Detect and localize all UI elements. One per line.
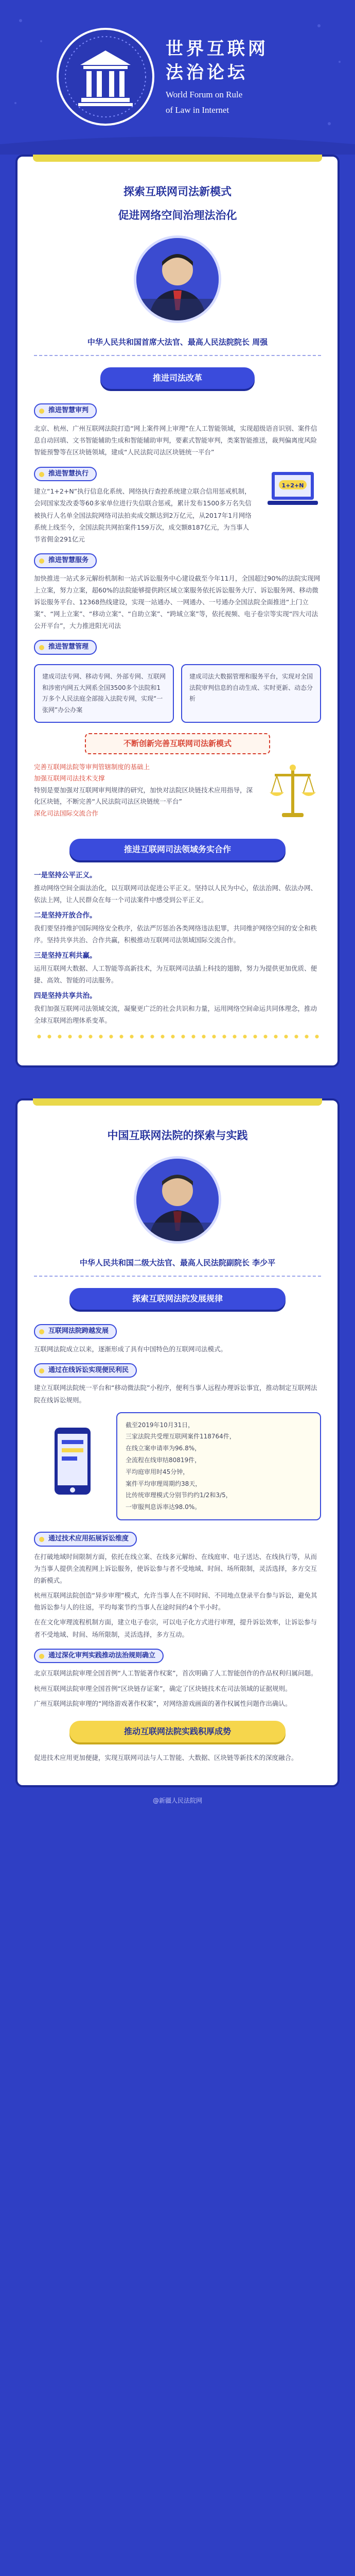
person-icon <box>136 1159 219 1241</box>
management-box-networks: 建成司法专网、移动专网、外部专网、互联网和涉密内网五大网系全国3500多个法院和1万多个人民法庭全部接入法院专网，实现“一张网”办公办案 <box>34 664 174 723</box>
coop-heading-4: 四是坚持共享共治。 <box>34 992 97 1001</box>
dots-divider <box>34 1031 321 1042</box>
coop-heading-2: 二是坚持开放合作。 <box>34 911 97 920</box>
section-pill-judicial-reform: 推进司法改革 <box>100 367 255 389</box>
innovation-line-4: 深化司法国际交流合作 <box>34 809 99 817</box>
rule-text-2: 杭州互联网法院审理全国首例“区块链存证案”，确定了区块链技术在司法领域的证据规则。 <box>34 1684 292 1692</box>
tech-dimension-text-2: 杭州互联网法院创造“异步审理”模式，允许当事人在不同时间、不同地点登录平台参与诉讼，避免其他诉讼参与人的往返，平均每案节约当事人在途时间约4个半小时。 <box>34 1591 317 1612</box>
sub-tag-online-litigation: 通过在线诉讼实现便民利民 <box>34 1363 137 1378</box>
mobile-phone-icon <box>39 1422 106 1500</box>
laptop-icon <box>264 462 321 518</box>
stats-line-4: 平均庭审用时45分钟， <box>126 1468 189 1476</box>
coop-text-4: 我们加强互联网司法领域交流，凝聚更广泛的社会共识和力量，运用网络空间命运共同体理念，推动全球互联网治理体系变革。 <box>34 1004 317 1024</box>
section-pill-development: 探索互联网法院发展规律 <box>69 1288 286 1310</box>
smart-service-text: 加快推进一站式多元解纷机制和一站式诉讼服务中心建设截至今年11月，全国超过90%的法院实现网上立案，努力立案，超60%的法院能够提供跨区域立案服务依托诉讼服务大厅、诉讼服务网、移动微诉讼服务平台、12368热线建设，实现一站通办、一网通办、一号通办全国法院全面推进“上门立案”、“网上立案”、“移动立案”、“自助立案”、“跨域立案”等，依托视频、电子卷宗等实现“四大司法公开平台”，大力推进阳光司法 <box>34 574 321 630</box>
speaker-portrait-2 <box>134 1156 221 1244</box>
scales-illustration <box>264 761 321 828</box>
sub-tag-rule-establishment: 通过深化审判实践推动法治规则确立 <box>34 1649 164 1664</box>
stats-line-1: 三家法院共受理互联网案件118764件， <box>126 1433 236 1440</box>
card-top-bar <box>33 155 322 162</box>
logo-title-en-line2: of Law in Internet <box>166 105 229 115</box>
innovation-line-2: 加强互联网司法技术支撑 <box>34 774 105 783</box>
smart-trial-text: 北京、杭州、广州互联网法院打造“网上案件网上审理”在人工智能领域，实现超级语音识别、案件信息自动回填、文书智能辅助生成和智能辅助审判，要素式智能审判，类案智能推送，裁判偏离度风险智能预警等在区块链领域，建成“人民法院司法区块链统一平台” <box>34 425 317 456</box>
rule-establishment-block <box>34 1643 321 1709</box>
cooperation-block <box>34 870 321 1026</box>
header-banner <box>0 0 355 155</box>
leap-development-block <box>34 1319 321 1355</box>
card-title-line2: 促进网络空间治理法治化 <box>118 209 237 222</box>
speech-card-zhou-qiang <box>15 155 340 1067</box>
banner-innovation: 不断创新完善互联网司法新模式 <box>85 733 270 754</box>
forum-logo <box>57 23 298 131</box>
speaker-caption: 中华人民共和国首席大法官、最高人民法院院长 周强 <box>34 332 321 356</box>
stats-line-5: 案件平均审理周期约38天， <box>126 1480 202 1487</box>
final-text: 促进技术应用更加便捷，实现互联网司法与人工智能、大数据、区块链等新技术的深度融合。 <box>34 1753 298 1761</box>
smart-management-block <box>34 635 321 723</box>
innovation-block <box>34 761 321 828</box>
stats-date: 截至2019年10月31日， <box>126 1421 194 1429</box>
management-box-big-data: 建成司法大数据管理和服务平台，实现对全国法院审判信息的自动生成、实时更新、动态分析 <box>181 664 321 723</box>
coop-heading-1: 一是坚持公平正义。 <box>34 871 97 880</box>
watermark-source: @新疆人民法院网 <box>152 1797 202 1804</box>
online-litigation-text: 建立互联网法院统一平台和“移动微法院”小程序，便利当事人远程办理诉讼事宜，推动制定互联网法院在线诉讼规则。 <box>34 1384 317 1404</box>
rule-text-1: 北京互联网法院审理全国首例“人工智能著作权案”，首次明确了人工智能创作的作品权利归属问题。 <box>34 1669 317 1677</box>
sub-tag-tech-dimension: 通过技术应用拓展诉讼维度 <box>34 1532 137 1547</box>
stats-line-7: 一审服判息诉率达98.0%。 <box>126 1503 201 1511</box>
leap-development-text: 互联网法院成立以来，逐渐形成了具有中国特色的互联网司法模式。 <box>34 1345 227 1353</box>
speaker-portrait <box>134 235 221 323</box>
logo-emblem <box>57 28 154 126</box>
speech-card-li-shaoping <box>15 1098 340 1787</box>
sub-tag-smart-trial: 推进智慧审判 <box>34 403 97 418</box>
stats-line-3: 全流程在线审结80819件， <box>126 1456 201 1464</box>
coop-text-2: 我们要坚持维护国际网络安全秩序，依法严厉惩治各类网络违法犯罪，共同维护网络空间的安全和秩序。坚持共享共治、合作共赢，积极推动互联网司法领域国际交流合作。 <box>34 924 317 944</box>
stats-box <box>116 1412 321 1520</box>
stats-line-2: 在线立案申请率为96.8%， <box>126 1445 201 1452</box>
stats-line-6: 比传统审理模式分别节约约1/2和3/5， <box>126 1492 232 1499</box>
coop-text-1: 推动网络空间全面法治化，以互联网司法促进公平正义。坚持以人民为中心，依法治网、依法办网、依法上网，让人民群众在每一个司法案件中感受到公平正义。 <box>34 884 317 904</box>
section-pill-cooperation: 推进互联网司法领域务实合作 <box>69 839 286 860</box>
innovation-line-3: 特别是要加强对互联网审判规律的研究，加快对法院区块链技术应用指导，深化区块链，不断完善“人民法院司法区块链统一平台” <box>34 786 253 806</box>
tech-dimension-text-1: 在打破地域时间限制方面，依托在线立案、在线多元解纷、在线庭审、电子送达、在线执行等，从而为当事人提供全流程网上诉讼服务，使诉讼参与者不受地域、时间、场所限制，灵活选择，多方交互的新模式。 <box>34 1552 317 1585</box>
tech-dimension-block <box>34 1527 321 1640</box>
online-litigation-block <box>34 1358 321 1406</box>
courthouse-icon <box>59 30 152 124</box>
tech-dimension-text-3: 在在文化审理流程机制方面，建立电子卷宗，可以电子化方式进行审理，提升诉讼效率，让诉讼参与者不受地域、时间、场所限制，灵活选择，多方互动。 <box>34 1618 317 1638</box>
smart-trial-block <box>34 398 321 458</box>
stats-area <box>34 1412 321 1520</box>
sub-tag-smart-execution: 推进智慧执行 <box>34 467 97 482</box>
sub-tag-smart-service: 推进智慧服务 <box>34 553 97 568</box>
logo-title-cn-line1: 世界互联网 <box>166 39 269 60</box>
execution-illustration <box>264 462 321 523</box>
rule-text-3: 广州互联网法院审理的“网络游戏著作权案”，对网络游戏画面的著作权属性问题作出确认。 <box>34 1699 292 1707</box>
smart-execution-block <box>34 462 321 548</box>
coop-heading-3: 三是坚持互利共赢。 <box>34 952 97 960</box>
section-pill-momentum: 推动互联网法院实践积厚成势 <box>69 1721 286 1742</box>
innovation-line-1: 完善互联网法院等审判管辖制度的基础上 <box>34 762 150 771</box>
person-icon <box>136 238 219 320</box>
card-top-bar <box>33 1098 322 1106</box>
logo-title-en-line1: World Forum on Rule <box>166 89 243 99</box>
coop-text-3: 运用互联网大数据、人工智能等高新技术，为互联网司法插上科技的翅膀，努力为提供更加优质、便捷、高效、智能的司法服务。 <box>34 964 317 984</box>
card2-title: 中国互联网法院的探索与实践 <box>107 1129 248 1142</box>
n-badge-text: 1+2+N <box>281 482 304 489</box>
card-title-line1: 探索互联网司法新模式 <box>123 185 232 198</box>
smart-execution-text: 建立“1+2+N”执行信息化系统、网络执行查控系统建立联合信用惩戒机制，会同国家发改委等60多家单位进行失信联合惩戒，累计发布1500多万名失信被执行人名单全国法院网络司法拍卖成交额达到2万亿元，从2017年1月网络系统上线至今，全国法院共网拍案件159万次，成交额8187亿元，为当事人节省佣金291亿元 <box>34 487 252 543</box>
sub-tag-leap-development: 互联网法院跨越发展 <box>34 1324 117 1339</box>
smart-service-block <box>34 548 321 635</box>
speaker-caption-2: 中华人民共和国二级大法官、最高人民法院副院长 李少平 <box>34 1253 321 1277</box>
scales-of-justice-icon <box>264 761 321 823</box>
sub-tag-smart-management: 推进智慧管理 <box>34 640 97 655</box>
logo-title-cn-line2: 法治论坛 <box>166 62 248 83</box>
